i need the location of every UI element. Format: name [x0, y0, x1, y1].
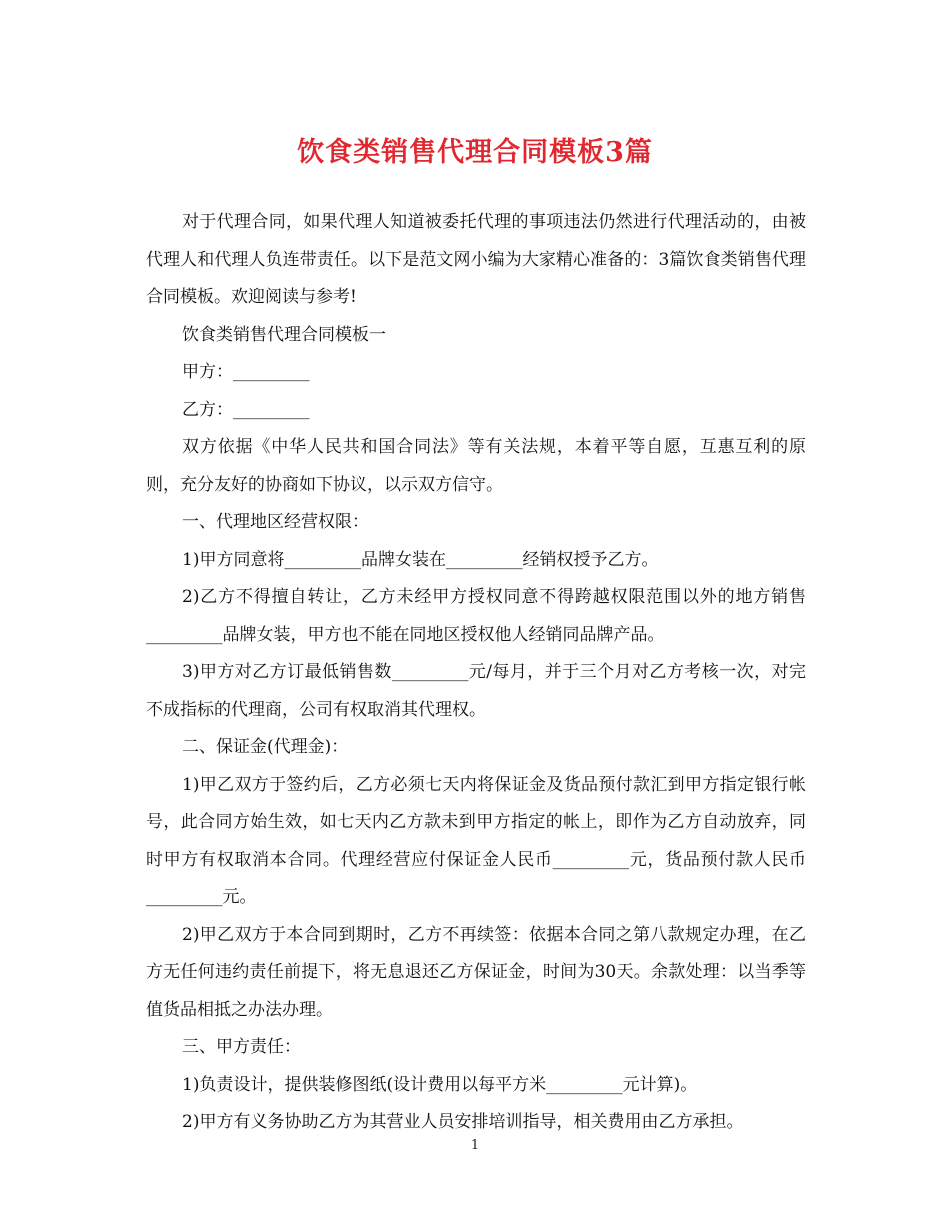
- paragraph-party-b: 乙方：_________: [182, 399, 310, 420]
- clause-2-2: 2)甲乙双方于本合同到期时，乙方不再续签：依据本合同之第八款规定办理，在乙方无任何违约责任前提下，将无息退还乙方保证金，时间为30天。余款处理：以当季等值货品相抵之办法办理。: [146, 924, 806, 1020]
- section-heading-1: 一、代理地区经营权限：: [182, 512, 369, 532]
- paragraph-template-heading: 饮食类销售代理合同模板一: [182, 324, 386, 345]
- paragraph-party-a: 甲方：_________: [182, 362, 310, 382]
- clause-3-1: 1)负责设计，提供装修图纸(设计费用以每平方米_________元计算)。: [182, 1074, 698, 1095]
- clause-1-3: 3)甲方对乙方订最低销售数_________元/每月，并于三个月对乙方考核一次，对完不成指标的代理商，公司有权取消其代理权。: [146, 662, 806, 720]
- page-number: 1: [470, 1138, 480, 1153]
- section-heading-2: 二、保证金(代理金)：: [182, 737, 349, 757]
- clause-3-2: 2)甲方有义务协助乙方为其营业人员安排培训指导，相关费用由乙方承担。: [182, 1112, 744, 1132]
- paragraph-agreement-basis: 双方依据《中华人民共和国合同法》等有关法规，本着平等自愿，互惠互利的原则，充分友好的协商如下协议，以示双方信守。: [146, 437, 806, 495]
- section-heading-3: 三、甲方责任：: [182, 1037, 301, 1057]
- clause-1-2: 2)乙方不得擅自转让，乙方未经甲方授权同意不得跨越权限范围以外的地方销售_________品牌女装，甲方也不能在同地区授权他人经销同品牌产品。: [146, 587, 806, 645]
- document-title: 饮食类销售代理合同模板3篇: [297, 137, 653, 168]
- clause-2-1: 1)甲乙双方于签约后，乙方必须七天内将保证金及货品预付款汇到甲方指定银行帐号，此合同方始生效，如七天内乙方款未到甲方指定的帐上，即作为乙方自动放弃，同时甲方有权取消本合同。代理经营应付保证金人民币_________元，货品预付款人民币_________元。: [146, 774, 806, 907]
- document-body: [146, 204, 806, 1142]
- clause-1-1: 1)甲方同意将_________品牌女装在_________经销权授予乙方。: [182, 549, 659, 570]
- paragraph-intro: 对于代理合同，如果代理人知道被委托代理的事项违法仍然进行代理活动的，由被代理人和代理人负连带责任。以下是范文网小编为大家精心准备的：3篇饮食类销售代理合同模板。欢迎阅读与参考!: [146, 212, 806, 307]
